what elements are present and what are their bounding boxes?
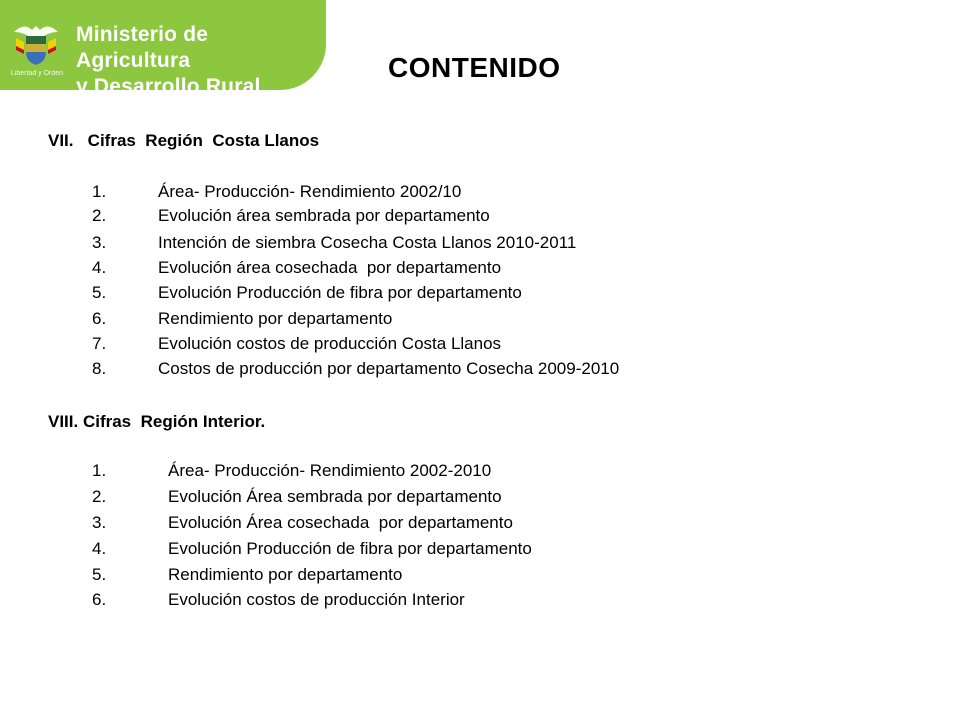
section-heading-vii: VII. Cifras Región Costa Llanos xyxy=(48,131,320,150)
item-number: 3. xyxy=(92,513,107,532)
ministry-name xyxy=(76,22,326,100)
item-number: 1. xyxy=(92,182,107,201)
item-text: Evolución Área sembrada por departamento xyxy=(168,487,502,506)
item-number: 5. xyxy=(92,283,107,302)
item-number: 7. xyxy=(92,334,107,353)
item-number: 4. xyxy=(92,258,107,277)
item-text: Costos de producción por departamento Cosecha 2009-2010 xyxy=(158,359,620,378)
item-text: Área- Producción- Rendimiento 2002-2010 xyxy=(168,461,492,480)
ministry-name-line2: y Desarrollo Rural xyxy=(76,75,261,98)
item-number: 8. xyxy=(92,359,107,378)
item-number: 2. xyxy=(92,206,107,225)
seal-motto: Libertad y Orden xyxy=(10,70,64,77)
item-text: Evolución costos de producción Interior xyxy=(168,590,465,609)
page-title: CONTENIDO xyxy=(388,52,561,83)
item-number: 6. xyxy=(92,309,107,328)
section-heading-viii: VIII. Cifras Región Interior. xyxy=(48,412,266,431)
item-text: Área- Producción- Rendimiento 2002/10 xyxy=(158,182,462,201)
ministry-banner xyxy=(0,0,326,98)
item-number: 6. xyxy=(92,590,107,609)
item-text: Intención de siembra Cosecha Costa Llanos 2010-2011 xyxy=(158,233,577,252)
item-number: 4. xyxy=(92,539,107,558)
item-text: Rendimiento por departamento xyxy=(158,309,393,328)
item-text: Rendimiento por departamento xyxy=(168,565,403,584)
item-text: Evolución área sembrada por departamento xyxy=(158,206,490,225)
item-text: Evolución Área cosechada por departamento xyxy=(168,513,513,532)
item-number: 1. xyxy=(92,461,107,480)
item-text: Evolución área cosechada por departamento xyxy=(158,258,502,277)
ministry-name-line1: Ministerio de Agricultura xyxy=(76,23,209,72)
item-text: Evolución Producción de fibra por departamento xyxy=(168,539,532,558)
item-number: 2. xyxy=(92,487,107,506)
item-text: Evolución costos de producción Costa Llanos xyxy=(158,334,502,353)
item-number: 5. xyxy=(92,565,107,584)
item-text: Evolución Producción de fibra por departamento xyxy=(158,283,522,302)
item-number: 3. xyxy=(92,233,107,252)
coat-of-arms-icon xyxy=(10,18,62,68)
